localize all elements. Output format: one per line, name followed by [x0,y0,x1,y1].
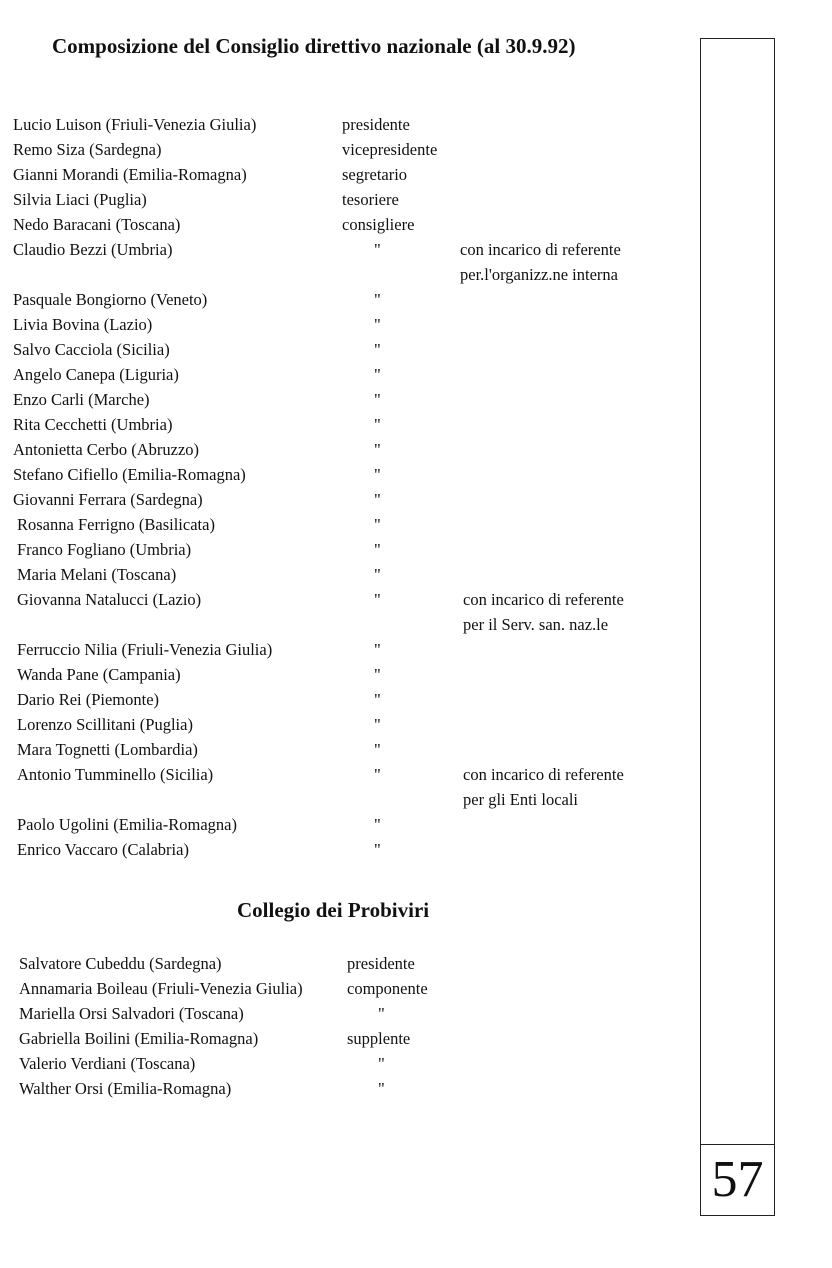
council-note-row [0,787,690,812]
member-role: " [374,340,381,359]
council-note-row [0,612,690,637]
member-name: Antonietta Cerbo (Abruzzo) [13,440,200,459]
probiviri-row [0,1026,690,1051]
member-name: Walther Orsi (Emilia-Romagna) [19,1079,232,1098]
member-name: Giovanni Ferrara (Sardegna) [13,490,203,509]
member-role: " [378,1004,385,1023]
member-note: per il Serv. san. naz.le [463,615,609,634]
member-name: Nedo Baracani (Toscana) [13,215,181,234]
member-name: Wanda Pane (Campania) [17,665,181,684]
member-name: Pasquale Bongiorno (Veneto) [13,290,208,309]
council-row [0,212,690,237]
member-name: Enzo Carli (Marche) [13,390,150,409]
member-name: Enrico Vaccaro (Calabria) [17,840,189,859]
member-name: Salvo Cacciola (Sicilia) [13,340,170,359]
member-name: Mara Tognetti (Lombardia) [17,740,198,759]
member-role: " [374,290,381,309]
member-name: Rosanna Ferrigno (Basilicata) [17,515,215,534]
council-row [0,112,690,137]
member-name: Gianni Morandi (Emilia-Romagna) [13,165,247,184]
council-row [0,287,690,312]
council-row [0,462,690,487]
member-name: Rita Cecchetti (Umbria) [13,415,173,434]
member-role: " [378,1079,385,1098]
sidebar-frame [700,38,775,1216]
council-row [0,487,690,512]
council-row [0,762,690,787]
member-role: vicepresidente [342,140,438,159]
probiviri-row [0,976,690,1001]
member-role: " [374,465,381,484]
member-note: con incarico di referente [460,240,621,259]
member-name: Mariella Orsi Salvadori (Toscana) [19,1004,244,1023]
probiviri-row [0,1076,690,1101]
member-name: Valerio Verdiani (Toscana) [19,1054,196,1073]
member-role: " [374,715,381,734]
member-name: Silvia Liaci (Puglia) [13,190,147,209]
member-role: tesoriere [342,190,399,209]
member-role: " [374,240,381,259]
council-row [0,587,690,612]
member-name: Dario Rei (Piemonte) [17,690,160,709]
member-role: " [374,315,381,334]
member-role: consigliere [342,215,415,234]
member-role: segretario [342,165,408,184]
member-name: Angelo Canepa (Liguria) [13,365,179,384]
member-role: " [374,415,381,434]
council-row [0,812,690,837]
member-role: " [374,540,381,559]
council-row [0,512,690,537]
member-note: con incarico di referente [463,765,624,784]
member-role: " [374,590,381,609]
council-row [0,737,690,762]
page-number: 57 [701,1144,774,1215]
member-name: Lucio Luison (Friuli-Venezia Giulia) [13,115,257,134]
member-name: Salvatore Cubeddu (Sardegna) [19,954,222,973]
member-name: Remo Siza (Sardegna) [13,140,162,159]
member-role: " [374,515,381,534]
member-name: Giovanna Natalucci (Lazio) [17,590,202,609]
council-row [0,137,690,162]
member-name: Lorenzo Scillitani (Puglia) [17,715,193,734]
member-name: Antonio Tumminello (Sicilia) [17,765,214,784]
probiviri-row [0,951,690,976]
member-name: Stefano Cifiello (Emilia-Romagna) [13,465,246,484]
member-note: per gli Enti locali [463,790,579,809]
probiviri-row [0,1051,690,1076]
council-row [0,162,690,187]
council-row [0,437,690,462]
council-row [0,687,690,712]
council-row [0,337,690,362]
member-role: " [374,740,381,759]
council-row [0,412,690,437]
council-row [0,712,690,737]
member-role: " [374,640,381,659]
member-role: " [374,390,381,409]
member-role: " [374,565,381,584]
member-name: Annamaria Boileau (Friuli-Venezia Giulia) [19,979,303,998]
member-role: " [374,665,381,684]
council-row [0,312,690,337]
member-role: " [374,815,381,834]
council-row [0,662,690,687]
member-role: supplente [347,1029,411,1048]
member-role: " [374,440,381,459]
council-row [0,237,690,262]
council-row [0,562,690,587]
member-name: Maria Melani (Toscana) [17,565,177,584]
member-name: Claudio Bezzi (Umbria) [13,240,173,259]
council-row [0,362,690,387]
member-role: " [374,840,381,859]
member-role: " [374,690,381,709]
member-role: " [378,1054,385,1073]
council-row [0,637,690,662]
council-row [0,187,690,212]
member-name: Franco Fogliano (Umbria) [17,540,192,559]
member-role: presidente [347,954,415,973]
member-role: " [374,765,381,784]
probiviri-row [0,1001,690,1026]
council-row [0,837,690,862]
probiviri-title: Collegio dei Probiviri [237,898,430,922]
council-row [0,387,690,412]
member-role: presidente [342,115,410,134]
member-note: con incarico di referente [463,590,624,609]
member-name: Gabriella Boilini (Emilia-Romagna) [19,1029,259,1048]
member-role: componente [347,979,428,998]
member-note: per.l'organizz.ne interna [460,265,618,284]
member-role: " [374,490,381,509]
member-name: Paolo Ugolini (Emilia-Romagna) [17,815,237,834]
member-name: Ferruccio Nilia (Friuli-Venezia Giulia) [17,640,273,659]
council-note-row [0,262,690,287]
member-role: " [374,365,381,384]
member-name: Livia Bovina (Lazio) [13,315,153,334]
council-row [0,537,690,562]
page-title: Composizione del Consiglio direttivo nazionale (al 30.9.92) [52,34,576,58]
